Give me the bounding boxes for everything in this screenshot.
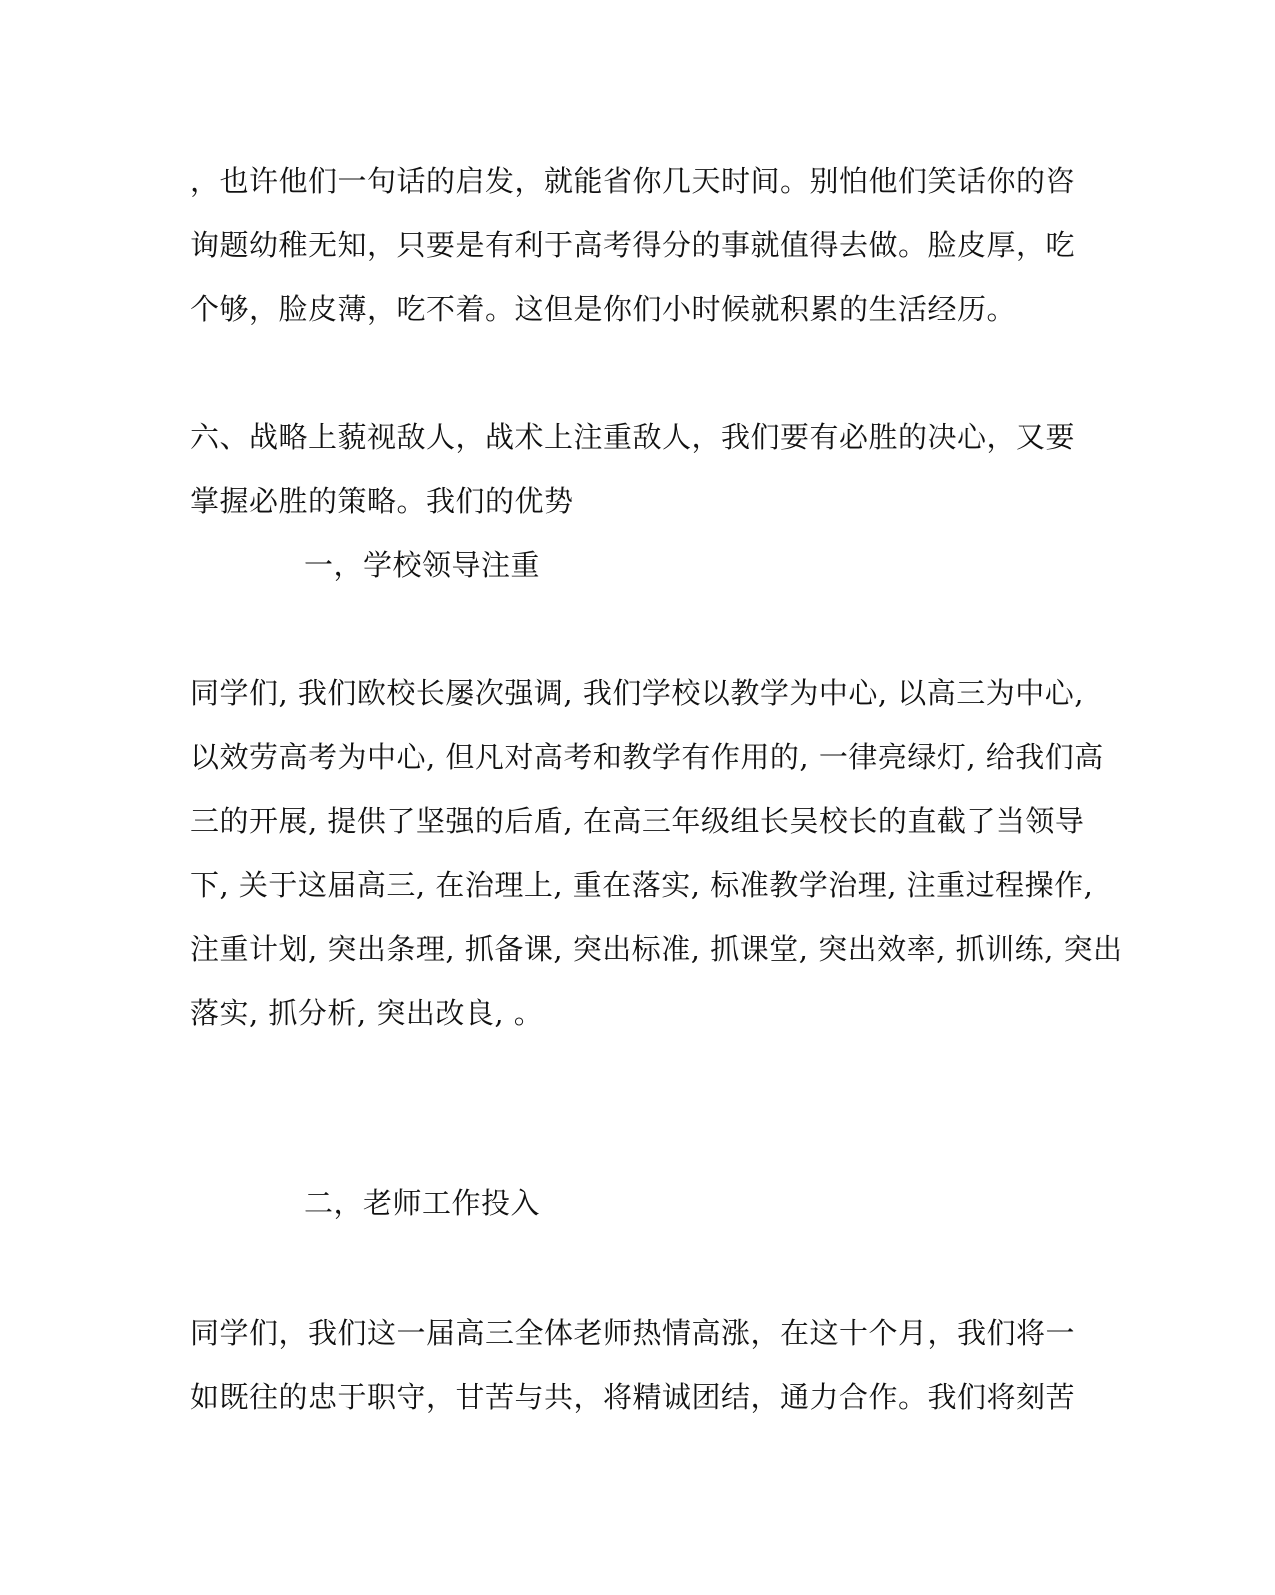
text-line: 个够，脸皮薄，吃不着。这但是你们小时候就积累的生活经历。: [190, 292, 1017, 326]
text-line: 三的开展, 提供了坚强的后盾, 在高三年级组长吴校长的直截了当领导: [190, 804, 1085, 838]
text-line: 以效劳高考为中心, 但凡对高考和教学有作用的, 一律亮绿灯, 给我们高: [190, 740, 1104, 774]
section-heading-line: 六、战略上藐视敌人，战术上注重敌人，我们要有必胜的决心，又要: [190, 420, 1076, 454]
text-line: ，也许他们一句话的启发，就能省你几天时间。别怕他们笑话你的咨: [190, 164, 1076, 198]
text-line: 注重计划, 突出条理, 抓备课, 突出标准, 抓课堂, 突出效率, 抓训练, 突出: [190, 932, 1123, 966]
text-line: 询题幼稚无知，只要是有利于高考得分的事就值得去做。脸皮厚，吃: [190, 228, 1076, 262]
text-line: 落实, 抓分析, 突出改良, 。: [190, 996, 544, 1030]
subheading-teacher-commitment: 二，老师工作投入: [304, 1186, 541, 1220]
subheading-school-leadership: 一，学校领导注重: [304, 548, 541, 582]
text-line: 下, 关于这届高三, 在治理上, 重在落实, 标准教学治理, 注重过程操作,: [190, 868, 1094, 902]
text-line: 同学们, 我们欧校长屡次强调, 我们学校以教学为中心, 以高三为中心,: [190, 676, 1085, 710]
text-line: 如既往的忠于职守，甘苦与共，将精诚团结，通力合作。我们将刻苦: [190, 1380, 1076, 1414]
text-line: 同学们，我们这一届高三全体老师热情高涨，在这十个月，我们将一: [190, 1316, 1076, 1350]
text-line: 掌握必胜的策略。我们的优势: [190, 484, 574, 518]
